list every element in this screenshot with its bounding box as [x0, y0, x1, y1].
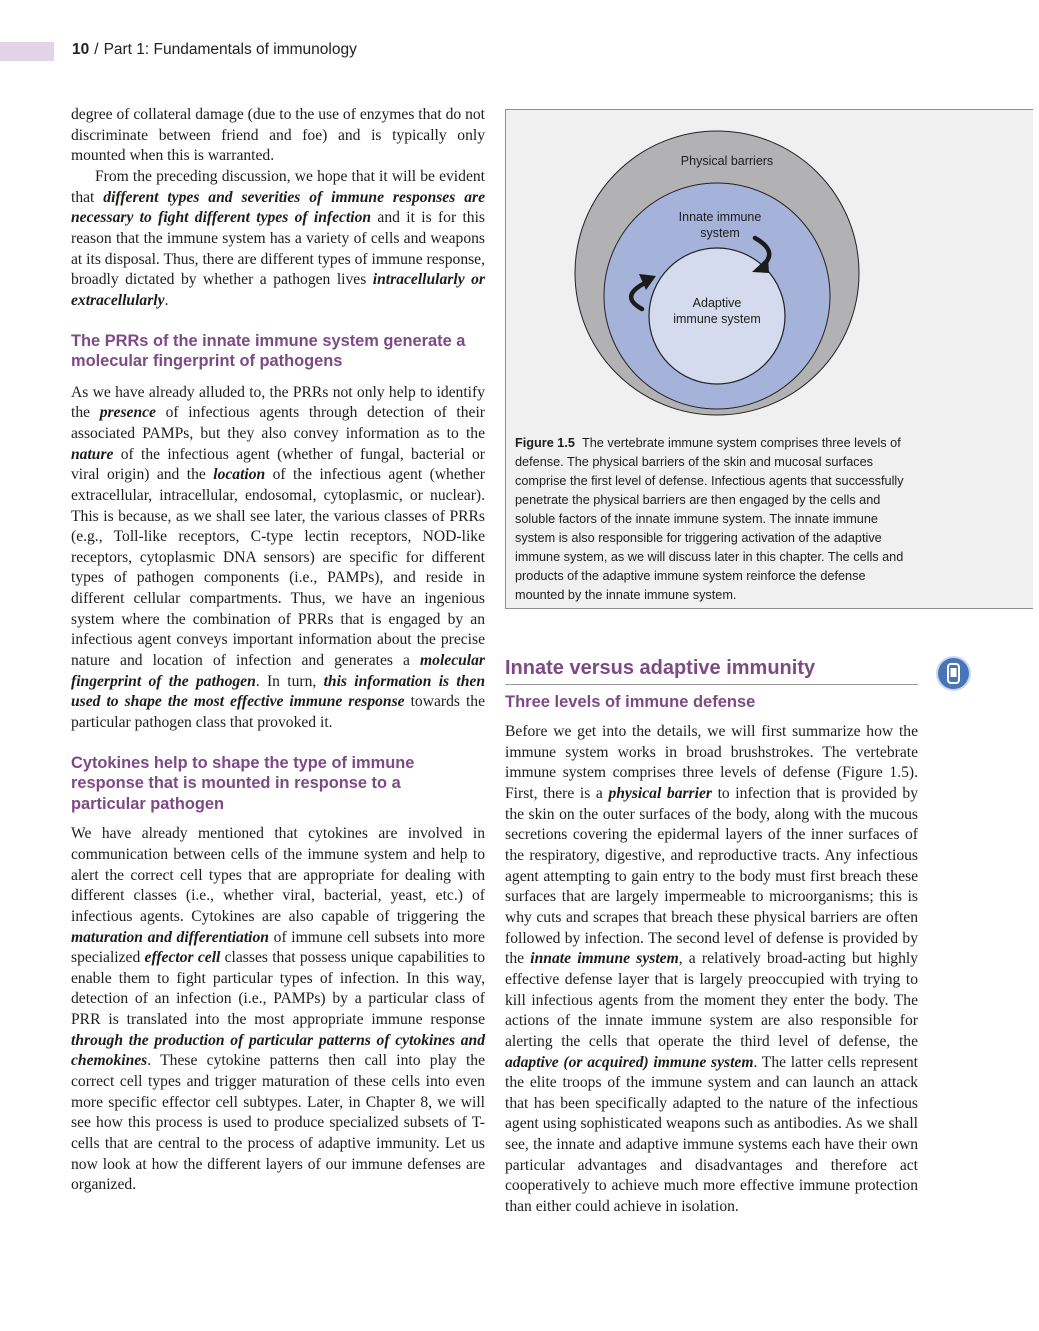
- body-text-run: towards the particular pathogen class that provoked it.: [71, 693, 485, 732]
- label-innate-line1: Innate immune: [678, 210, 762, 224]
- subsection-heading: Three levels of immune defense: [505, 693, 756, 711]
- section-heading-prrs: The PRRs of the innate immune system generate a molecular fingerprint of pathogens: [71, 331, 466, 371]
- emphasis-text: physical barrier: [608, 784, 712, 802]
- body-text-run: . The latter cells represent the elite troops of the immune system and can launch an attack that has been specifically adapted to the nature of the infectious agent using sophisticated weapons such as antibodies. As we shall see, the innate and adaptive immune systems each have their own particular advantages and disadvantages and therefore act cooperatively to achieve much more effective immune protection than either could achieve in isolation.: [505, 1053, 918, 1216]
- immune-levels-diagram: [506, 110, 926, 426]
- figure-caption-label: Figure 1.5: [515, 436, 575, 450]
- body-text-run: .: [164, 291, 169, 309]
- emphasis-text: adaptive (or acquired) immune system: [505, 1053, 754, 1071]
- paragraph-prrs: [71, 383, 485, 734]
- label-physical-barriers: Physical barriers: [680, 154, 774, 168]
- label-adaptive-line2: immune system: [673, 312, 761, 326]
- paragraph-three-levels: [505, 722, 918, 1218]
- emphasis-text: presence: [99, 404, 156, 422]
- chapter-heading: Innate versus adaptive immunity: [505, 654, 918, 685]
- body-text-run: We have already mentioned that cytokines are involved in communication between cells of the immune system and help to alert the correct cell types that are appropriate for dealing with different classes (i.e., whether viral, bacterial, yeast, etc.) of infectious agents. Cytokines are also capable of triggering the: [71, 825, 485, 925]
- section-heading-cytokines: Cytokines help to shape the type of immune response that is mounted in response to a particular pathogen: [71, 753, 415, 813]
- left-column: [71, 105, 485, 1196]
- emphasis-text: nature: [71, 445, 114, 463]
- paragraph-immune-response-types: [71, 167, 485, 312]
- emphasis-text: intracellularly or extracellularly: [71, 271, 485, 309]
- body-text-run: to infection that is provided by the skin on the outer surfaces of the body, along with the mucous secretions covering the epidermal layers of the inner surfaces of the respiratory, digestive, and reproductive tracts. Any infectious agent attempting to gain entry to the body must first breach these surfaces that are largely impermeable to microorganisms; this is why cuts and scrapes that breach these physical barriers are often followed by infection. The second level of defense is provided by the: [505, 784, 918, 968]
- body-text-run: of infectious agents through detection of their associated PAMPs, but they also convey information as to the: [71, 404, 485, 442]
- body-text-run: , a relatively broad-acting but highly effective defense layer that is largely preoccupied with trying to kill infectious agents from the moment they enter the body. The actions of the innate immune system are also responsible for alerting the cells that operate the third level of defense, the: [505, 950, 918, 1050]
- body-text-run: As we have already alluded to, the PRRs not only help to identify the: [71, 383, 485, 422]
- emphasis-text: location: [213, 466, 266, 484]
- paragraph-cytokines: [71, 824, 485, 1196]
- figure-1-5: [505, 109, 1033, 609]
- part-title: Part 1: Fundamentals of immunology: [103, 41, 357, 58]
- page-number: 10: [72, 41, 90, 58]
- emphasis-text: effector cell: [144, 949, 221, 967]
- body-text-run: of the infectious agent (whether of fungal, bacterial or viral origin) and the: [71, 445, 485, 484]
- header-separator: /: [94, 41, 99, 58]
- label-innate-line2: system: [700, 226, 740, 240]
- emphasis-text: different types and severities of immune responses are necessary to fight different types of infection: [71, 188, 485, 227]
- body-text-run: . These cytokine patterns then call into play the correct cell types and trigger maturation of these cells into even more specific effector cell subtypes. Later, in Chapter 8, we will see how this process is used to produce specialized subsets of T-cells that are central to the process of adaptive immunity. Let us now look at how the different layers of our immune defenses are organized.: [71, 1052, 485, 1194]
- body-text-run: of the infectious agent (whether extracellular, intracellular, endosomal, cytoplasmic, or nuclear). This is because, as we shall see later, the various classes of PRRs (e.g., Toll-like receptors, C-type lectin receptors, NOD-like receptors, cytoplasmic DNA sensors) are specific for different types of pathogen components (i.e., PAMPs), and reside in different cellular compartments. Thus, we have an ingenious system where the combination of PRRs that is engaged by an infectious agent conveys important information about the precise nature and location of infection and generates a: [71, 466, 485, 670]
- header-color-tab: [0, 42, 54, 61]
- body-text-run: of immune cell subsets into more specialized: [71, 928, 485, 967]
- right-column: [505, 654, 918, 1218]
- body-text-run: classes that possess unique capabilities to enable them to fight particular types of infection. In this way, detection of an infection (i.e., PAMPs) by a particular class of PRR is translated into the most appropriate immune response: [71, 949, 485, 1029]
- body-text-run: . In turn,: [255, 672, 324, 690]
- emphasis-text: through the production of particular patterns of cytokines and chemokines: [71, 1031, 485, 1070]
- emphasis-text: maturation and differentiation: [71, 928, 269, 946]
- body-text-run: and it is for this reason that the immune system has a variety of cells and weapons at its disposal. Thus, there are different types of immune response, broadly dictated by whether a pathogen lives: [71, 209, 485, 289]
- figure-caption: [515, 434, 917, 605]
- label-adaptive-line1: Adaptive: [692, 296, 742, 310]
- emphasis-text: molecular fingerprint of the pathogen: [71, 652, 485, 690]
- running-header: [72, 41, 357, 59]
- emphasis-text: innate immune system: [530, 950, 679, 968]
- emphasis-text: this information is then used to shape the most effective immune response: [71, 672, 485, 711]
- body-text-run: From the preceding discussion, we hope that it will be evident that: [71, 167, 485, 206]
- phone-glyph-icon: [938, 658, 969, 689]
- mobile-device-icon[interactable]: [938, 658, 969, 689]
- paragraph-collateral-damage: degree of collateral damage (due to the use of enzymes that do not discriminate between friend and foe) and is typically only mounted when this is warranted.: [71, 106, 485, 165]
- body-text-run: Before we get into the details, we will first summarize how the immune system works in broad brushstrokes. The vertebrate immune system comprises three levels of defense (Figure 1.5). First, there is a: [505, 723, 918, 802]
- figure-caption-text: The vertebrate immune system comprises three levels of defense. The physical barriers of the skin and mucosal surfaces comprise the first level of defense. Infectious agents that successfully penetrate the physical barriers are then engaged by the cells and soluble factors of the innate immune system. The innate immune system is also responsible for triggering activation of the adaptive immune system, as we will discuss later in this chapter. The cells and products of the adaptive immune system reinforce the defense mounted by the innate immune system.: [515, 436, 904, 602]
